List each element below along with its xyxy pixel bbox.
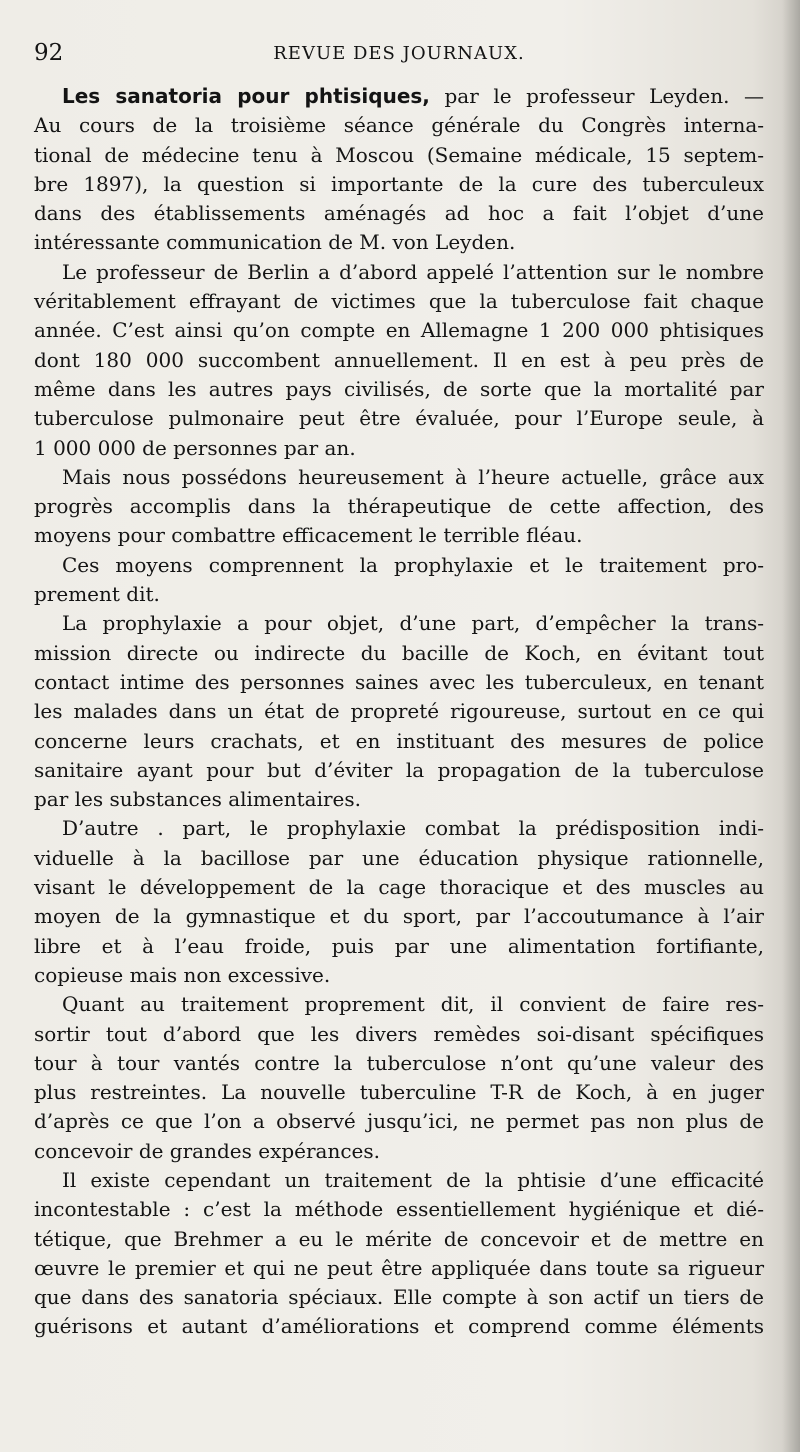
text-line: concevoir de grandes expérances. bbox=[34, 1138, 381, 1163]
text-line: concerne leurs crachats, et en instituant des mesures de police bbox=[34, 728, 764, 753]
page-number: 92 bbox=[34, 40, 64, 66]
text-line: sortir tout d’abord que les divers remèdes soi-disant spécifiques bbox=[34, 1021, 764, 1046]
text-line: véritablement effrayant de victimes que la tuberculose fait chaque bbox=[34, 289, 764, 314]
text-line: La prophylaxie a pour objet, d’une part, d’empêcher la trans- bbox=[62, 611, 764, 636]
text-line: d’après ce que l’on a observé jusqu’ici, ne permet pas non plus de bbox=[34, 1109, 764, 1134]
text-line: que dans des sanatoria spéciaux. Elle compte à son actif un tiers de bbox=[34, 1285, 764, 1310]
text-line: incontestable : c’est la méthode essentiellement hygiénique et dié- bbox=[34, 1197, 764, 1222]
text-line: dont 180 000 succombent annuellement. Il en est à peu près de bbox=[34, 347, 764, 372]
text-line: 1 000 000 de personnes par an. bbox=[34, 435, 356, 460]
text-line: par les substances alimentaires. bbox=[34, 787, 361, 812]
text-line: Ces moyens comprennent la prophylaxie et le traitement pro- bbox=[62, 552, 764, 577]
text-line: Il existe cependant un traitement de la phtisie d’une efficacité bbox=[62, 1167, 764, 1192]
text-line: prement dit. bbox=[34, 582, 160, 607]
text-line: copieuse mais non excessive. bbox=[34, 962, 331, 987]
text-line: visant le développement de la cage thoracique et des muscles au bbox=[34, 875, 764, 900]
text-line: D’autre . part, le prophylaxie combat la prédisposition indi- bbox=[62, 816, 764, 841]
text-line: libre et à l’eau froide, puis par une alimentation fortifiante, bbox=[34, 933, 764, 958]
text-line: Quant au traitement proprement dit, il convient de faire res- bbox=[62, 992, 764, 1017]
text-line: progrès accomplis dans la thérapeutique de cette affection, des bbox=[34, 494, 764, 519]
text-line: tuberculose pulmonaire peut être évaluée, pour l’Europe seule, à bbox=[34, 406, 764, 431]
text-line: mission directe ou indirecte du bacille de Koch, en évitant tout bbox=[34, 640, 764, 665]
text-line: intéressante communication de M. von Leyden. bbox=[34, 230, 516, 255]
text-line: viduelle à la bacillose par une éducation physique rationnelle, bbox=[34, 845, 764, 870]
text-line: Mais nous possédons heureusement à l’heure actuelle, grâce aux bbox=[62, 464, 764, 489]
text-line: contact intime des personnes saines avec les tuberculeux, en tenant bbox=[34, 669, 764, 694]
article-body bbox=[34, 82, 764, 1342]
text-line: guérisons et autant d’améliorations et comprend comme éléments bbox=[34, 1314, 764, 1339]
article-title: Les sanatoria pour phtisiques, bbox=[62, 84, 430, 108]
text-line: moyens pour combattre efficacement le terrible fléau. bbox=[34, 523, 583, 548]
text-line: les malades dans un état de propreté rigoureuse, surtout en ce qui bbox=[34, 699, 764, 724]
text-line: tétique, que Brehmer a eu le mérite de concevoir et de mettre en bbox=[34, 1226, 764, 1251]
text-line: tional de médecine tenu à Moscou (Semaine médicale, 15 septem- bbox=[34, 142, 764, 167]
text-line: dans des établissements aménagés ad hoc a fait l’objet d’une bbox=[34, 201, 764, 226]
text-line: tour à tour vantés contre la tuberculose n’ont qu’une valeur des bbox=[34, 1050, 764, 1075]
text-line: bre 1897), la question si importante de la cure des tuberculeux bbox=[34, 171, 764, 196]
text-line: œuvre le premier et qui ne peut être appliquée dans toute sa rigueur bbox=[34, 1255, 764, 1280]
text-line: Au cours de la troisième séance générale du Congrès interna- bbox=[34, 113, 764, 138]
text-line: plus restreintes. La nouvelle tuberculine T-R de Koch, à en juger bbox=[34, 1080, 764, 1105]
text-line: sanitaire ayant pour but d’éviter la propagation de la tuberculose bbox=[34, 757, 764, 782]
text-line: année. C’est ainsi qu’on compte en Allemagne 1 200 000 phtisiques bbox=[34, 318, 764, 343]
page-edge-shadow bbox=[782, 0, 800, 1452]
text-line: moyen de la gymnastique et du sport, par l’accoutumance à l’air bbox=[34, 904, 764, 929]
text-line: Le professeur de Berlin a d’abord appelé l’attention sur le nombre bbox=[62, 259, 764, 284]
running-title: REVUE DES JOURNAUX. bbox=[273, 43, 525, 64]
text-line: même dans les autres pays civilisés, de sorte que la mortalité par bbox=[34, 376, 764, 401]
page-header bbox=[34, 40, 764, 70]
article-title-line: Les sanatoria pour phtisiques, par le professeur Leyden. — bbox=[62, 84, 765, 108]
